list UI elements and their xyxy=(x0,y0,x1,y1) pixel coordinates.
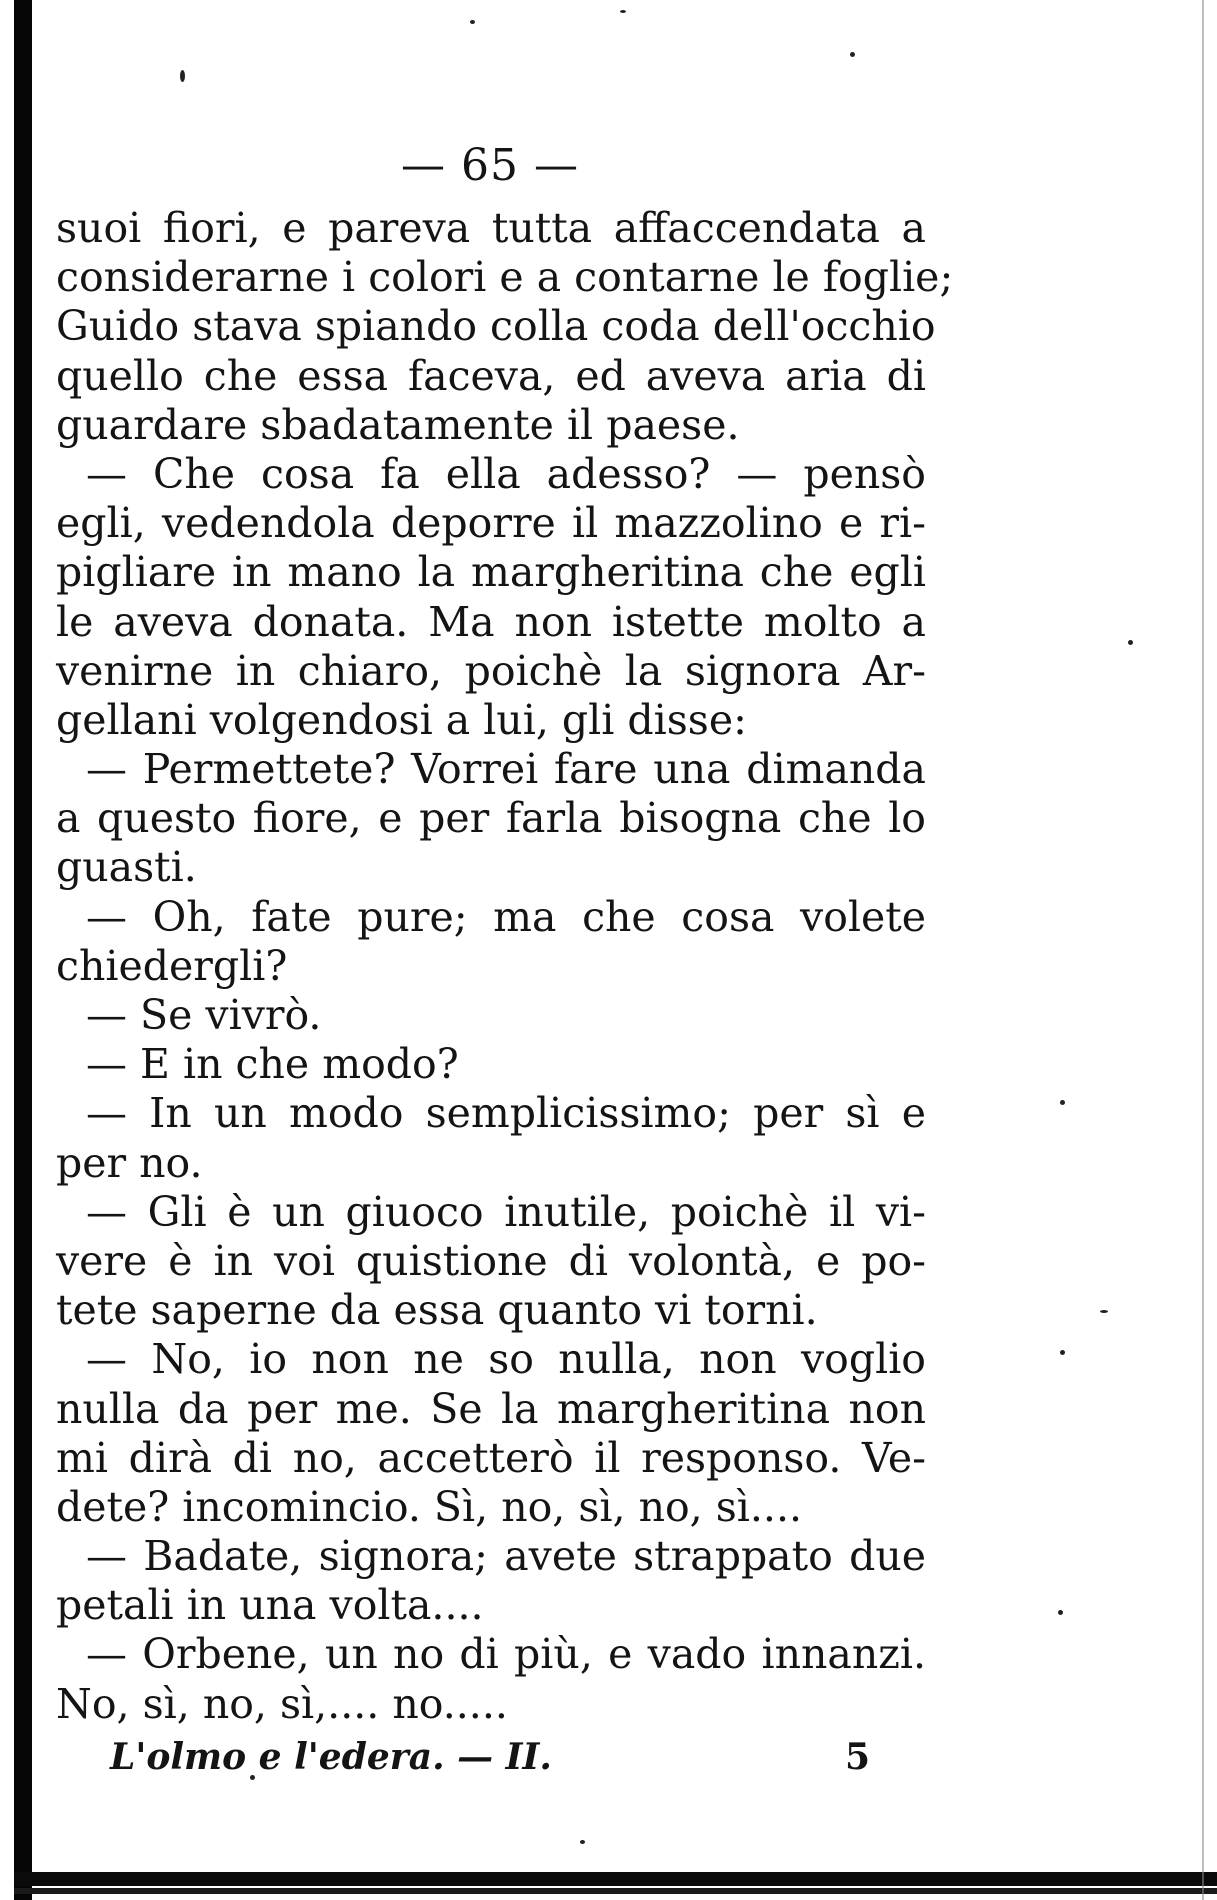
text-line: egli, vedendola deporre il mazzolino e ri- xyxy=(56,499,926,548)
text-line: — No, io non ne so nulla, non voglio xyxy=(86,1335,926,1384)
text-line: chiedergli? xyxy=(56,941,288,990)
signature-mark: 5 xyxy=(844,1736,870,1778)
scan-border-bottom-thin xyxy=(14,1888,1217,1894)
text-line: petali in una volta.... xyxy=(56,1581,484,1630)
text-line: guasti. xyxy=(56,843,197,892)
text-line: venirne in chiaro, poichè la signora Ar- xyxy=(56,646,926,695)
text-line: — Gli è un giuoco inutile, poichè il vi- xyxy=(86,1187,926,1236)
scan-speck xyxy=(850,52,855,57)
page-footer xyxy=(100,1736,870,1786)
page-edge-right xyxy=(1202,0,1204,1900)
text-line: guardare sbadatamente il paese. xyxy=(56,400,740,449)
text-line: quello che essa faceva, ed aveva aria di xyxy=(56,351,926,400)
scan-speck xyxy=(180,70,185,82)
running-title: L'olmo e l'edera. — II. xyxy=(110,1736,552,1778)
scan-speck xyxy=(1058,1610,1063,1615)
scan-speck xyxy=(1060,1350,1065,1355)
body-text xyxy=(56,204,954,1729)
scan-speck xyxy=(470,20,475,24)
text-line: mi dirà di no, accetterò il responso. Ve- xyxy=(56,1433,926,1482)
text-line: — Che cosa fa ella adesso? — pensò xyxy=(86,449,926,498)
text-line: — Orbene, un no di più, e vado innanzi. xyxy=(86,1630,926,1679)
text-line: le aveva donata. Ma non istette molto a xyxy=(56,597,926,646)
scan-border-bottom xyxy=(14,1872,1217,1886)
text-line: pigliare in mano la margheritina che egli xyxy=(56,548,926,597)
text-line: — In un modo semplicissimo; per sì e xyxy=(86,1089,926,1138)
text-line: Guido stava spiando colla coda dell'occhio xyxy=(56,302,936,351)
text-line: vere è in voi quistione di volontà, e po- xyxy=(56,1236,926,1285)
scan-speck xyxy=(1128,640,1133,645)
text-line: gellani volgendosi a lui, gli disse: xyxy=(56,695,747,744)
scan-speck xyxy=(1060,1100,1065,1105)
text-line: — E in che modo? xyxy=(86,1040,459,1089)
text-line: No, sì, no, sì,.... no..... xyxy=(56,1679,508,1728)
scan-speck xyxy=(580,1840,585,1844)
text-line: — Permettete? Vorrei fare una dimanda xyxy=(86,745,926,794)
scan-speck xyxy=(1100,1310,1108,1313)
scan-border-left xyxy=(14,0,32,1900)
text-line: — Badate, signora; avete strappato due xyxy=(86,1532,926,1581)
text-line: dete? incomincio. Sì, no, sì, no, sì.... xyxy=(56,1482,803,1531)
scan-speck xyxy=(620,10,626,13)
text-line: — Se vivrò. xyxy=(86,991,322,1039)
page-number: — 65 — xyxy=(401,140,579,191)
text-line: tete saperne da essa quanto vi torni. xyxy=(56,1286,818,1335)
text-line: suoi fiori, e pareva tutta affaccendata a xyxy=(56,204,926,252)
text-line: nulla da per me. Se la margheritina non xyxy=(56,1384,926,1433)
text-line: — Oh, fate pure; ma che cosa volete xyxy=(86,892,926,941)
text-line: considerarne i colori e a contarne le foglie; xyxy=(56,253,954,302)
text-line: a questo fiore, e per farla bisogna che lo xyxy=(56,794,926,843)
text-line: per no. xyxy=(56,1138,203,1187)
